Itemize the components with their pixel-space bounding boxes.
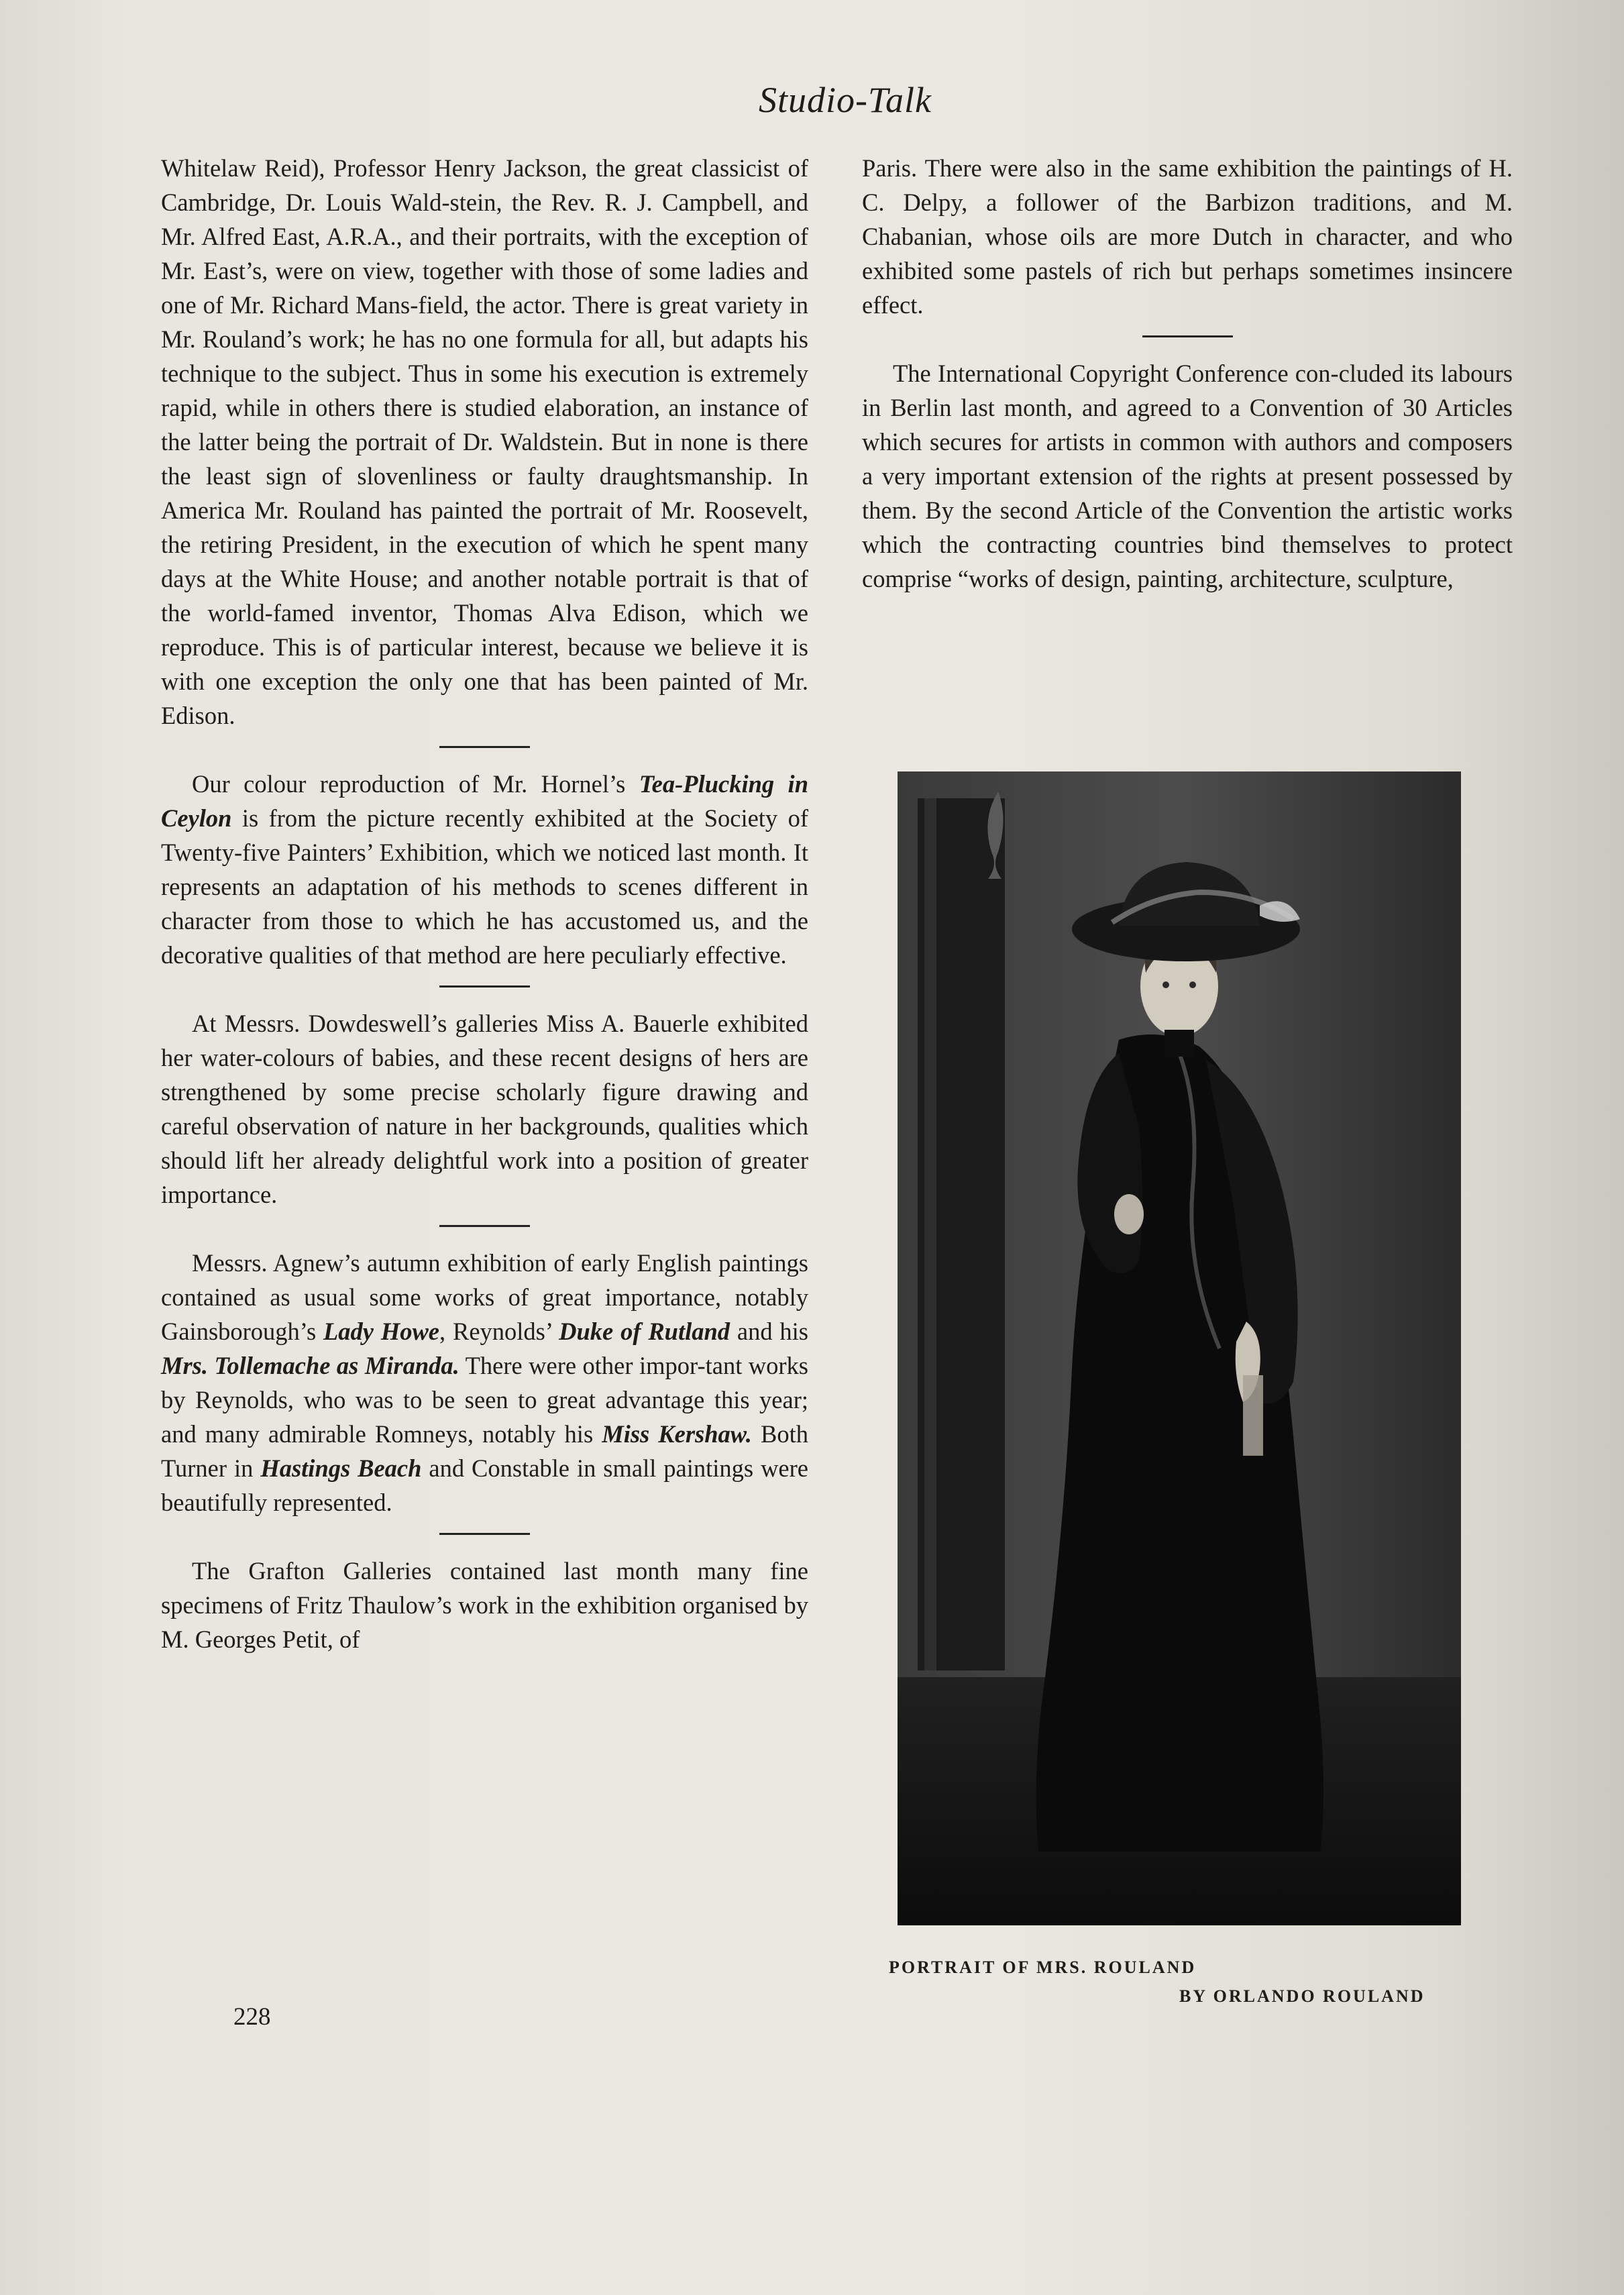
portrait-illustration xyxy=(898,771,1461,1925)
artwork-title: Hastings Beach xyxy=(260,1454,422,1482)
paragraph: The Grafton Galleries contained last month many fine specimens of Fritz Thaulow’s work in the exhibition organised by M. Georges Petit, of xyxy=(161,1557,808,1653)
figure-caption-artist: BY ORLANDO ROULAND xyxy=(1179,1986,1425,2006)
section-rule xyxy=(439,985,530,988)
section-rule xyxy=(439,1225,530,1227)
section-rule xyxy=(1142,335,1233,337)
paragraph: The International Copyright Conference con-cluded its labours in Berlin last month, and agreed to a Convention of 30 Articles which secures for artists in common with authors and composers a very important extension of the rights at present possessed by them. By the second Article of the Convention the artistic works which the contracting countries bind themselves to protect comprise “works of design, painting, architecture, sculpture, xyxy=(862,360,1513,592)
figure-caption-title: PORTRAIT OF MRS. ROULAND xyxy=(889,1958,1197,1977)
left-column xyxy=(161,151,808,1656)
portrait-image xyxy=(898,771,1461,1925)
artwork-title: Miss Kershaw. xyxy=(602,1420,752,1448)
paragraph: Paris. There were also in the same exhibition the paintings of H. C. Delpy, a follower of the Barbizon traditions, and M. Chabanian, whose oils are more Dutch in character, and who exhibited some pastels of rich but perhaps sometimes insincere effect. xyxy=(862,154,1513,319)
artwork-title: Tea-Plucking in Ceylon xyxy=(161,770,809,832)
paragraph: Our colour reproduction of Mr. Hornel’s Tea-Plucking in Ceylon is from the picture recently exhibited at the Society of Twenty-five Painters’ Exhibition, which we noticed last month. It represents an adaptation of his methods to scenes different in character from those to which he has accustomed us, and the decorative qualities of that method are here peculiarly effective. xyxy=(161,770,809,969)
artwork-title: Lady Howe xyxy=(323,1318,440,1345)
artwork-title: Mrs. Tollemache as Miranda. xyxy=(161,1352,459,1379)
page-number: 228 xyxy=(233,2003,271,2031)
section-rule xyxy=(439,746,530,748)
right-column xyxy=(862,151,1513,596)
section-rule xyxy=(439,1533,530,1535)
paragraph: At Messrs. Dowdeswell’s galleries Miss A. Bauerle exhibited her water-colours of babies, and these recent designs of hers are strengthened by some precise scholarly figure drawing and careful observation of nature in her backgrounds, qualities which should lift her already delightful work into a position of greater importance. xyxy=(161,1010,808,1208)
running-head: Studio-Talk xyxy=(758,80,932,120)
paragraph: Whitelaw Reid), Professor Henry Jackson, the great classicist of Cambridge, Dr. Louis Wald-stein, the Rev. R. J. Campbell, and Mr. Alfred East, A.R.A., and their portraits, with the exception of Mr. East’s, were on view, together with those of some ladies and one of Mr. Richard Mans-field, the actor. There is great variety in Mr. Rouland’s work; he has no one formula for all, but adapts his technique to the subject. Thus in some his execution is extremely rapid, while in others there is studied elaboration, an instance of the latter being the portrait of Dr. Waldstein. But in none is there the least sign of slovenliness or faulty draughtsmanship. In America Mr. Rouland has painted the portrait of Mr. Roosevelt, the retiring President, in the execution of which he spent many days at the White House; and another notable portrait is that of the world-famed inventor, Thomas Alva Edison, which we reproduce. This is of particular interest, because we believe it is with one exception the only one that has been painted of Mr. Edison. xyxy=(161,154,808,729)
paragraph: Messrs. Agnew’s autumn exhibition of early English paintings contained as usual some works of great importance, notably Gainsborough’s Lady Howe, Reynolds’ Duke of Rutland and his Mrs. Tollemache as Miranda. There were other impor-tant works by Reynolds, who was to be seen to great advantage this year; and many admirable Romneys, notably his Miss Kershaw. Both Turner in Hastings Beach and Constable in small paintings were beautifully represented. xyxy=(161,1249,809,1516)
artwork-title: Duke of Rutland xyxy=(559,1318,730,1345)
